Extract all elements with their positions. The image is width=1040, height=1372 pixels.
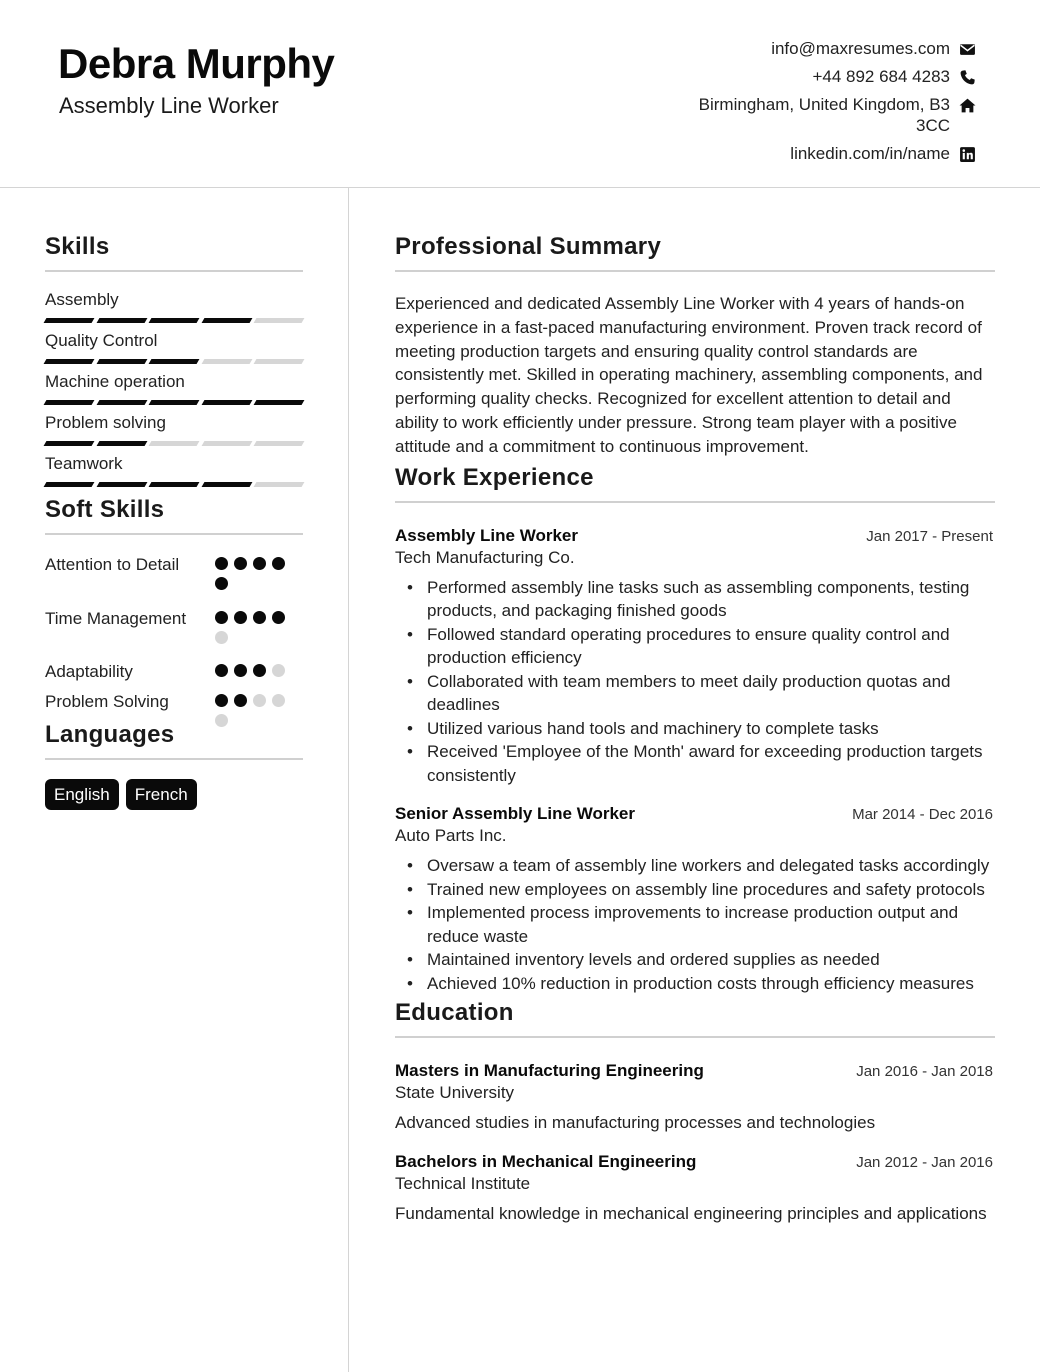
bullet-item: • Collaborated with team members to meet daily production quotas and deadlines [395,670,995,717]
job-header [395,525,995,547]
degree-title: Bachelors in Mechanical Engineering [395,1152,697,1172]
skill-level-bar [45,482,303,487]
degree-title: Masters in Manufacturing Engineering [395,1061,704,1081]
education-header [395,1060,995,1082]
linkedin-icon [958,145,976,163]
skill-level-segment [44,318,94,323]
summary-title: Professional Summary [395,232,995,272]
soft-skill-item [45,553,303,601]
contact-linkedin[interactable] [656,143,976,164]
soft-skills-title: Soft Skills [45,495,303,535]
skill-level-segment [254,482,304,487]
skill-level-segment [254,359,304,364]
education-description: Advanced studies in manufacturing processes and technologies [395,1113,876,1133]
skill-level-bar [45,359,303,364]
job-company: Tech Manufacturing Co. [395,547,575,567]
job-date: Mar 2014 - Dec 2016 [852,806,993,824]
bullet-item: • Performed assembly line tasks such as assembling components, testing products, and packaging finished goods [395,576,995,623]
skill-level-segment [44,400,94,405]
soft-skill-name: Problem Solving [45,692,169,711]
job-entry [395,803,995,995]
skill-level-segment [149,441,199,446]
education-entry [395,1060,995,1135]
skill-name: Teamwork [45,454,123,473]
rating-dot [215,631,228,644]
rating-dot [234,557,247,570]
bullet-item: • Followed standard operating procedures to ensure quality control and production efficiency [395,623,995,670]
soft-skills-list [45,553,303,714]
school-name: State University [395,1083,515,1103]
skill-item [45,290,303,323]
skill-level-segment [201,482,251,487]
skill-level-segment [254,318,304,323]
job-title: Assembly Line Worker [395,525,578,545]
bullet-item: • Oversaw a team of assembly line workers and delegated tasks accordingly [395,854,995,878]
skill-name: Machine operation [45,372,185,391]
job-date: Jan 2017 - Present [866,527,993,545]
skill-item [45,454,303,487]
soft-skill-name: Adaptability [45,662,133,681]
contact-email-text: info@maxresumes.com [771,39,950,58]
education-date: Jan 2016 - Jan 2018 [856,1063,993,1081]
phone-icon [958,68,976,86]
rating-dot [272,611,285,624]
skill-level-bar [45,318,303,323]
languages-list [45,779,303,810]
skill-level-bar [45,400,303,405]
job-title: Senior Assembly Line Worker [395,804,635,824]
job-header [395,803,995,825]
skill-level-segment [254,441,304,446]
education-header [395,1151,995,1173]
language-tag: English [45,779,119,810]
contact-phone-text: +44 892 684 4283 [812,67,950,86]
school-name: Technical Institute [395,1174,531,1194]
skill-level-segment [201,400,251,405]
experience-list [395,525,995,996]
languages-title: Languages [45,720,303,760]
soft-skill-name: Attention to Detail [45,555,180,574]
rating-dot [272,694,285,707]
skill-level-segment [254,400,304,405]
rating-dot [215,664,228,677]
resume-header [0,0,1040,188]
contact-address [656,94,976,136]
contact-address-text: Birmingham, United Kingdom, B3 3CC [698,95,950,135]
rating-dot [253,557,266,570]
rating-dot [215,611,228,624]
summary-text: Experienced and dedicated Assembly Line Worker with 4 years of hands-on experience in a fast-paced manufacturing environment. Proven track record of meeting production targets and ensuring quality control standards are consistently met. Skilled in operating machinery, assembling components, and performing quality checks. Recognized for excellent attention to detail and ability to work efficiently under pressure. Strong team player with a positive attitude and a commitment to continuous improvement. [395,294,983,456]
bullet-item: • Received 'Employee of the Month' award for exceeding production targets consistently [395,740,995,787]
rating-dot [234,694,247,707]
envelope-icon [958,40,976,58]
rating-dot [272,664,285,677]
bullet-item: • Achieved 10% reduction in production costs through efficiency measures [395,972,995,996]
soft-skill-item [45,607,303,654]
skill-level-segment [96,400,146,405]
skill-level-bar [45,441,303,446]
experience-title: Work Experience [395,463,995,503]
left-column [45,232,303,810]
skill-level-segment [201,318,251,323]
soft-skill-rating [215,557,290,590]
education-date: Jan 2012 - Jan 2016 [856,1154,993,1172]
education-title: Education [395,998,995,1038]
person-name: Debra Murphy [58,40,335,87]
skill-level-segment [44,441,94,446]
education-entry [395,1151,995,1226]
right-column [395,232,995,1226]
rating-dot [253,611,266,624]
skill-name: Problem solving [45,413,166,432]
skill-level-segment [201,441,251,446]
skill-level-segment [149,400,199,405]
education-list [395,1060,995,1226]
skill-level-segment [201,359,251,364]
skill-name: Assembly [45,290,119,309]
job-bullets [395,854,995,995]
rating-dot [253,664,266,677]
skill-level-segment [44,359,94,364]
skill-item [45,331,303,364]
skill-level-segment [96,359,146,364]
job-role: Assembly Line Worker [59,93,279,118]
contact-linkedin-text: linkedin.com/in/name [790,144,950,163]
skills-title: Skills [45,232,303,272]
contact-email[interactable] [656,38,976,59]
rating-dot [272,557,285,570]
education-description: Fundamental knowledge in mechanical engineering principles and applications [395,1204,987,1224]
skill-level-segment [149,318,199,323]
home-icon [958,96,976,114]
skill-level-segment [44,482,94,487]
bullet-item: • Trained new employees on assembly line procedures and safety protocols [395,878,995,902]
rating-dot [234,664,247,677]
skill-level-segment [149,359,199,364]
rating-dot [215,714,228,727]
bullet-item: • Maintained inventory levels and ordered supplies as needed [395,948,995,972]
skill-level-segment [96,482,146,487]
job-bullets [395,576,995,788]
job-entry [395,525,995,788]
language-tag: French [126,779,197,810]
skill-item [45,372,303,405]
skill-name: Quality Control [45,331,158,350]
contact-phone[interactable] [656,66,976,87]
soft-skill-rating [215,694,290,727]
job-company: Auto Parts Inc. [395,826,507,846]
soft-skill-name: Time Management [45,609,187,628]
rating-dot [215,557,228,570]
rating-dot [215,694,228,707]
column-divider [348,188,349,1372]
skill-item [45,413,303,446]
bullet-item: • Utilized various hand tools and machinery to complete tasks [395,717,995,741]
soft-skill-item [45,690,303,714]
skill-level-segment [149,482,199,487]
soft-skill-item [45,660,303,684]
bullet-item: • Implemented process improvements to increase production output and reduce waste [395,901,995,948]
skill-level-segment [96,318,146,323]
rating-dot [215,577,228,590]
contact-list [656,38,976,171]
skills-list [45,290,303,487]
skill-level-segment [96,441,146,446]
rating-dot [234,611,247,624]
rating-dot [253,694,266,707]
soft-skill-rating [215,611,290,644]
soft-skill-rating [215,664,290,677]
